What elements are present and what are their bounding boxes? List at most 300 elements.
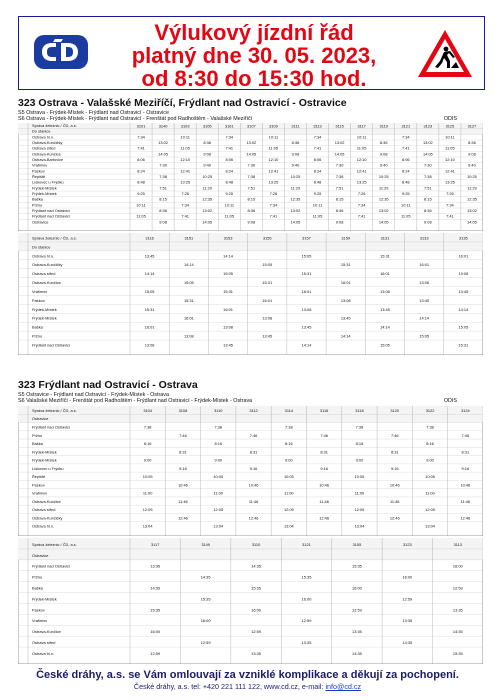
- departure-time: 8:48: [313, 179, 322, 185]
- departure-time: 16:00: [352, 585, 362, 591]
- departure-time: 13:45: [301, 324, 312, 330]
- train-number: 3124: [461, 408, 470, 414]
- station-name: Baška: [32, 441, 43, 447]
- departure-time: 8:36: [424, 208, 432, 214]
- station-name: Ostrava-Kunčice: [32, 151, 61, 157]
- departure-time: 12:05: [354, 507, 365, 513]
- departure-time: 9:25: [225, 191, 234, 197]
- departure-time: 7:41: [446, 213, 454, 219]
- departure-time: 13:35: [150, 563, 161, 569]
- departure-time: 12:41: [445, 168, 455, 174]
- departure-time: 13:02: [246, 140, 257, 146]
- train-number: 3111: [291, 123, 300, 129]
- departure-time: 12:46: [389, 515, 400, 521]
- departure-time: 13:45: [262, 333, 273, 339]
- departure-time: 10:05: [213, 474, 224, 480]
- train-number: 3120: [390, 408, 400, 414]
- station-name: Frýdek-Místek: [32, 457, 57, 463]
- station-name: Paskov: [32, 168, 45, 174]
- departure-time: 13:08: [458, 271, 469, 277]
- departure-time: 7:30: [159, 162, 167, 168]
- timetable-block-1: [18, 123, 483, 231]
- departure-time: 7:30: [424, 162, 432, 168]
- departure-time: 15:35: [452, 650, 463, 656]
- departure-time: 12:10: [180, 157, 191, 163]
- departure-time: 8:16: [355, 441, 364, 447]
- station-name: Vratimov: [32, 288, 48, 294]
- section-1-line-s6: S6 Ostrava - Frýdek-Místek - Frýdlant nad Ostravicí - Frenštát pod Radhoštěm - Valašské Meziříčí ODIS: [18, 116, 457, 123]
- departure-time: 16:00: [402, 574, 413, 580]
- departure-time: 12:59: [150, 650, 161, 656]
- departure-time: 16:00: [251, 607, 261, 613]
- departure-time: 15:31: [340, 262, 351, 268]
- departure-time: 7:30: [247, 162, 256, 168]
- station-name: Pržno: [32, 202, 43, 208]
- train-number: 3122: [425, 408, 435, 414]
- departure-time: 7:51: [335, 185, 344, 191]
- departure-time: 13:08: [340, 297, 351, 303]
- station-name: Ostrava-Kunčičky: [32, 262, 63, 268]
- departure-time: 12:41: [268, 168, 279, 174]
- station-name: Správa železnic / ČD, a.s.: [32, 123, 77, 129]
- departure-time: 14:14: [301, 342, 312, 348]
- timetable-block-2: [18, 233, 483, 355]
- departure-time: 12:10: [268, 157, 279, 163]
- departure-time: 13:04: [283, 523, 294, 529]
- departure-time: 12:46: [460, 515, 471, 521]
- train-number: 3119: [379, 123, 388, 129]
- departure-time: 14:14: [183, 262, 194, 268]
- station-name: Frýdlant nad Ostravicí: [32, 424, 71, 430]
- departure-time: 11:00: [354, 490, 365, 496]
- departure-time: 11:46: [178, 498, 188, 504]
- departure-time: 7:34: [446, 202, 454, 208]
- train-number: 3140: [158, 123, 168, 129]
- departure-time: 11:46: [390, 498, 400, 504]
- departure-time: 15:35: [301, 574, 312, 580]
- train-number: 3121: [401, 123, 411, 129]
- departure-time: 16:00: [200, 618, 211, 624]
- departure-time: 12:35: [378, 196, 389, 202]
- departure-time: 8:06: [313, 157, 322, 163]
- departure-time: 7:41: [357, 213, 366, 219]
- departure-time: 11:05: [268, 145, 279, 151]
- departure-time: 9:25: [137, 191, 145, 197]
- train-number: 3133: [419, 235, 429, 241]
- station-name: Do stanice: [32, 244, 51, 250]
- departure-time: 14:14: [380, 324, 390, 330]
- departure-time: 15:35: [150, 607, 161, 613]
- departure-time: 8:15: [159, 196, 167, 202]
- departure-time: 7:46: [179, 432, 187, 438]
- departure-time: 12:46: [319, 515, 330, 521]
- station-name: Vratimov: [32, 490, 48, 496]
- departure-time: 15:05: [223, 271, 233, 277]
- departure-time: 8:36: [203, 140, 212, 146]
- station-name: Řepiště: [32, 174, 46, 180]
- departure-time: 9:08: [424, 219, 432, 225]
- departure-time: 8:24: [401, 168, 410, 174]
- departure-time: 14:35: [402, 640, 413, 646]
- train-number: 3161: [224, 123, 234, 129]
- departure-time: 12:05: [425, 507, 435, 513]
- departure-time: 13:25: [356, 179, 367, 185]
- departure-time: 7:26: [269, 191, 278, 197]
- departure-time: 13:25: [445, 179, 455, 185]
- section-2-line-s5: S5 Ostravice - Frýdlant nad Ostravicí - Frýdek-Místek - Ostrava: [18, 392, 169, 398]
- departure-time: 9:25: [313, 191, 322, 197]
- departure-time: 10:25: [202, 174, 213, 180]
- train-number: 3104: [143, 408, 152, 414]
- departure-time: 7:41: [137, 145, 145, 151]
- departure-time: 9:08: [291, 151, 300, 157]
- departure-time: 9:08: [379, 151, 388, 157]
- departure-time: 13:45: [380, 306, 390, 312]
- station-name: Ostrava-Kunčičky: [32, 140, 63, 146]
- departure-time: 9:16: [461, 465, 470, 471]
- departure-time: 12:46: [178, 515, 188, 521]
- departure-time: 16:01: [380, 271, 390, 277]
- departure-time: 7:41: [225, 145, 234, 151]
- departure-time: 11:29: [290, 185, 301, 191]
- departure-time: 12:35: [467, 196, 477, 202]
- train-number: 3110: [214, 408, 223, 414]
- departure-time: 15:05: [144, 288, 155, 294]
- departure-time: 10:11: [401, 202, 411, 208]
- departure-time: 13:04: [354, 523, 365, 529]
- departure-time: 14:05: [158, 151, 168, 157]
- departure-time: 10:11: [312, 202, 323, 208]
- departure-time: 16:01: [301, 288, 312, 294]
- train-number: 3110: [251, 542, 261, 548]
- departure-time: 11:00: [213, 490, 223, 496]
- departure-time: 13:02: [467, 208, 477, 214]
- departure-time: 9:40: [468, 162, 476, 168]
- departure-time: 12:59: [452, 585, 463, 591]
- departure-time: 13:02: [290, 208, 301, 214]
- departure-time: 8:48: [401, 179, 410, 185]
- departure-time: 10:46: [178, 482, 188, 488]
- station-name: Ostrava-Kunčice: [32, 498, 61, 504]
- departure-time: 9:08: [203, 151, 212, 157]
- station-name: Baška: [32, 324, 43, 330]
- departure-time: 12:41: [356, 168, 367, 174]
- departure-time: 8:36: [291, 140, 300, 146]
- departure-time: 7:38: [143, 424, 152, 430]
- departure-time: 11:05: [312, 213, 323, 219]
- station-name: Ostrava střed: [32, 271, 56, 277]
- station-name: Frýdlant nad Ostravicí: [32, 208, 71, 214]
- departure-time: 9:40: [203, 162, 212, 168]
- station-name: Lískovec u Frýdku: [32, 179, 64, 185]
- train-number: 3123: [423, 123, 433, 129]
- departure-time: 15:31: [183, 297, 194, 303]
- train-number: 3112: [249, 408, 258, 414]
- departure-time: 10:05: [425, 474, 435, 480]
- train-number: 3131: [380, 235, 390, 241]
- departure-time: 7:38: [247, 174, 256, 180]
- station-name: Ostrava střed: [32, 640, 56, 646]
- departure-time: 7:46: [390, 432, 399, 438]
- departure-time: 10:11: [224, 202, 235, 208]
- departure-time: 14:35: [251, 563, 261, 569]
- departure-time: 14:14: [144, 271, 155, 277]
- departure-time: 8:16: [285, 441, 293, 447]
- departure-time: 12:05: [213, 507, 224, 513]
- section-1-line-s5: S5 Ostrava - Frýdek-Místek - Frýdlant nad Ostravicí - Ostravice: [18, 110, 169, 116]
- departure-time: 8:15: [424, 196, 432, 202]
- station-name: Frýdlant nad Ostravicí: [32, 563, 71, 569]
- departure-time: 15:05: [419, 333, 430, 339]
- departure-time: 7:34: [269, 202, 278, 208]
- station-name: Frýdek-Místek: [32, 191, 57, 197]
- station-name: Řepiště: [32, 474, 46, 480]
- departure-time: 16:01: [223, 306, 233, 312]
- departure-time: 8:48: [137, 179, 145, 185]
- departure-time: 11:05: [401, 213, 411, 219]
- departure-time: 13:45: [458, 288, 469, 294]
- departure-time: 16:00: [150, 629, 161, 635]
- departure-time: 7:51: [159, 185, 167, 191]
- departure-time: 8:36: [468, 140, 476, 146]
- departure-time: 9:00: [143, 457, 152, 463]
- departure-time: 12:41: [180, 168, 191, 174]
- station-name: Ostrava-Bartovice: [32, 157, 64, 163]
- station-name: Ostrava střed: [32, 507, 56, 513]
- station-name: Správa železnic / ČD, a.s.: [32, 407, 77, 413]
- train-number: 3151: [184, 235, 194, 241]
- contact-text: České dráhy, a.s. tel: +420 221 111 122, www.cd.cz, e-mail: info@cd.cz: [133, 682, 362, 691]
- departure-time: 7:34: [181, 202, 189, 208]
- departure-time: 8:36: [247, 208, 256, 214]
- train-number: 3113: [313, 123, 322, 129]
- train-number: 3127: [467, 123, 477, 129]
- departure-time: 11:00: [425, 490, 435, 496]
- train-number: 3157: [302, 235, 311, 241]
- station-name: Ostravice: [32, 416, 49, 422]
- train-number: 3149: [201, 542, 210, 548]
- departure-time: 12:59: [402, 596, 413, 602]
- departure-time: 11:00: [284, 490, 294, 496]
- departure-time: 13:35: [352, 629, 362, 635]
- station-name: Pržno: [32, 574, 43, 580]
- departure-time: 8:31: [179, 449, 187, 455]
- departure-time: 11:05: [136, 213, 146, 219]
- departure-time: 13:02: [202, 208, 213, 214]
- station-name: Pržno: [32, 333, 43, 339]
- departure-time: 11:29: [378, 185, 389, 191]
- departure-time: 9:08: [468, 151, 476, 157]
- train-number: 3118: [355, 408, 364, 414]
- departure-time: 11:05: [180, 145, 190, 151]
- timetable-block-4: [18, 538, 483, 664]
- departure-time: 15:31: [223, 288, 233, 294]
- departure-time: 10:25: [378, 174, 389, 180]
- departure-time: 13:08: [419, 280, 430, 286]
- station-name: Paskov: [32, 297, 45, 303]
- departure-time: 11:46: [460, 498, 471, 504]
- departure-time: 8:15: [247, 196, 256, 202]
- departure-time: 14:05: [246, 151, 257, 157]
- departure-time: 9:00: [355, 457, 364, 463]
- departure-time: 9:16: [390, 465, 399, 471]
- departure-time: 8:31: [320, 449, 328, 455]
- timetable-block-3: [18, 406, 483, 536]
- departure-time: 7:46: [249, 432, 258, 438]
- departure-time: 16:01: [144, 324, 155, 330]
- departure-time: 15:05: [262, 262, 273, 268]
- departure-time: 15:31: [380, 253, 390, 259]
- departure-time: 7:38: [285, 424, 293, 430]
- station-name: Ostrava hl.n.: [32, 650, 55, 656]
- departure-time: 13:08: [144, 342, 155, 348]
- departure-time: 11:05: [356, 145, 367, 151]
- header-box: [18, 16, 485, 90]
- departure-time: 15:35: [251, 585, 261, 591]
- departure-time: 8:24: [225, 168, 234, 174]
- station-name: Frýdek-Místek: [32, 449, 57, 455]
- station-name: Frýdek-Místek: [32, 185, 57, 191]
- departure-time: 14:14: [223, 253, 233, 259]
- departure-time: 7:26: [446, 191, 454, 197]
- departure-time: 7:41: [401, 145, 410, 151]
- departure-time: 9:00: [426, 457, 434, 463]
- departure-time: 7:41: [313, 145, 322, 151]
- departure-time: 7:26: [181, 191, 189, 197]
- departure-time: 13:08: [223, 324, 233, 330]
- departure-time: 10:05: [283, 474, 294, 480]
- departure-time: 7:38: [424, 174, 432, 180]
- departure-time: 13:45: [144, 253, 155, 259]
- departure-time: 7:41: [269, 213, 278, 219]
- departure-time: 15:05: [301, 253, 312, 259]
- station-name: Vratimov: [32, 618, 48, 624]
- departure-time: 10:46: [248, 482, 259, 488]
- train-number: 3123: [403, 542, 412, 548]
- departure-time: 10:05: [142, 474, 153, 480]
- departure-time: 14:05: [290, 219, 301, 225]
- departure-time: 11:05: [445, 145, 455, 151]
- section-2-line-s6: S6 Valašské Meziříčí - Frenštát pod Radhoštěm - Frýdlant nad Ostravicí - Frýdek-Místek - Ostrava ODIS: [18, 398, 457, 405]
- departure-time: 13:45: [419, 297, 430, 303]
- departure-time: 14:35: [150, 585, 161, 591]
- departure-time: 8:31: [249, 449, 258, 455]
- train-number: 3107: [247, 123, 256, 129]
- departure-time: 12:05: [142, 507, 153, 513]
- departure-time: 7:38: [159, 174, 167, 180]
- departure-time: 9:00: [214, 457, 223, 463]
- departure-time: 7:46: [461, 432, 470, 438]
- email-link[interactable]: info@cd.cz: [325, 682, 362, 691]
- station-name: Paskov: [32, 482, 45, 488]
- departure-time: 9:08: [159, 219, 167, 225]
- departure-time: 11:46: [248, 498, 259, 504]
- departure-time: 13:35: [402, 618, 413, 624]
- title-line-2: platný dne 30. 05. 2023,: [131, 43, 377, 68]
- departure-time: 10:25: [467, 174, 477, 180]
- train-number: 3135: [459, 235, 468, 241]
- departure-time: 15:31: [301, 271, 312, 277]
- train-number: 3121: [302, 542, 311, 548]
- departure-time: 13:04: [213, 523, 224, 529]
- train-number: 3117: [357, 123, 366, 129]
- departure-time: 8:16: [426, 441, 434, 447]
- departure-time: 15:35: [200, 596, 211, 602]
- cd-logo: [31, 33, 91, 71]
- departure-time: 13:08: [262, 315, 273, 321]
- departure-time: 8:06: [401, 157, 410, 163]
- train-number: 3105: [202, 123, 212, 129]
- departure-time: 14:05: [334, 151, 345, 157]
- departure-time: 14:35: [452, 629, 463, 635]
- station-name: Baška: [32, 585, 43, 591]
- departure-time: 12:35: [290, 196, 301, 202]
- departure-time: 9:40: [379, 162, 388, 168]
- station-name: Ostrava střed: [32, 145, 56, 151]
- title-line-1: Výlukový jízdní řád: [154, 20, 354, 45]
- departure-time: 10:46: [319, 482, 330, 488]
- station-name: Frýdlant nad Ostravicí: [32, 342, 71, 348]
- station-name: Frýdek-Místek: [32, 315, 57, 321]
- station-name: Do stanice: [32, 128, 51, 134]
- departure-time: 7:51: [247, 185, 256, 191]
- station-name: Baška: [32, 196, 43, 202]
- departure-time: 12:59: [251, 629, 261, 635]
- departure-time: 7:38: [214, 424, 223, 430]
- departure-time: 14:05: [202, 219, 213, 225]
- departure-time: 9:16: [179, 465, 187, 471]
- departure-time: 13:25: [180, 179, 191, 185]
- departure-time: 13:08: [183, 333, 194, 339]
- departure-time: 8:31: [461, 449, 470, 455]
- departure-time: 7:38: [355, 424, 364, 430]
- departure-time: 16:00: [452, 563, 463, 569]
- departure-time: 11:46: [319, 498, 329, 504]
- train-number: 3115: [335, 123, 344, 129]
- departure-time: 16:01: [419, 262, 430, 268]
- station-name: Paskov: [32, 607, 45, 613]
- station-name: Frýdek-Místek: [32, 596, 57, 602]
- departure-time: 14:35: [352, 650, 362, 656]
- departure-time: 12:46: [248, 515, 259, 521]
- section-1-heading: 323 Ostrava - Valašské Meziříčí, Frýdlant nad Ostravicí - Ostravice: [18, 97, 347, 109]
- departure-time: 15:31: [262, 280, 273, 286]
- departure-time: 13:35: [251, 650, 261, 656]
- departure-time: 10:11: [180, 134, 190, 140]
- departure-time: 12:59: [200, 640, 211, 646]
- departure-time: 13:45: [340, 315, 351, 321]
- section-2-heading: 323 Frýdlant nad Ostravicí - Ostrava: [18, 379, 198, 391]
- departure-time: 16:00: [301, 596, 312, 602]
- departure-time: 14:05: [422, 151, 433, 157]
- departure-time: 13:02: [334, 140, 345, 146]
- departure-time: 11:05: [224, 213, 235, 219]
- departure-time: 7:38: [426, 424, 434, 430]
- station-name: Pržno: [32, 432, 43, 438]
- departure-time: 13:35: [301, 640, 312, 646]
- departure-time: 13:08: [301, 306, 312, 312]
- departure-time: 12:35: [202, 196, 213, 202]
- departure-time: 7:34: [313, 134, 322, 140]
- departure-time: 8:36: [159, 208, 167, 214]
- station-name: Ostrava hl.n.: [32, 134, 55, 140]
- departure-time: 13:25: [268, 179, 279, 185]
- departure-time: 12:10: [356, 157, 367, 163]
- odis-label: ODIS: [443, 398, 457, 405]
- departure-time: 13:35: [452, 607, 463, 613]
- departure-time: 16:01: [340, 280, 351, 286]
- train-number: 3101: [136, 123, 146, 129]
